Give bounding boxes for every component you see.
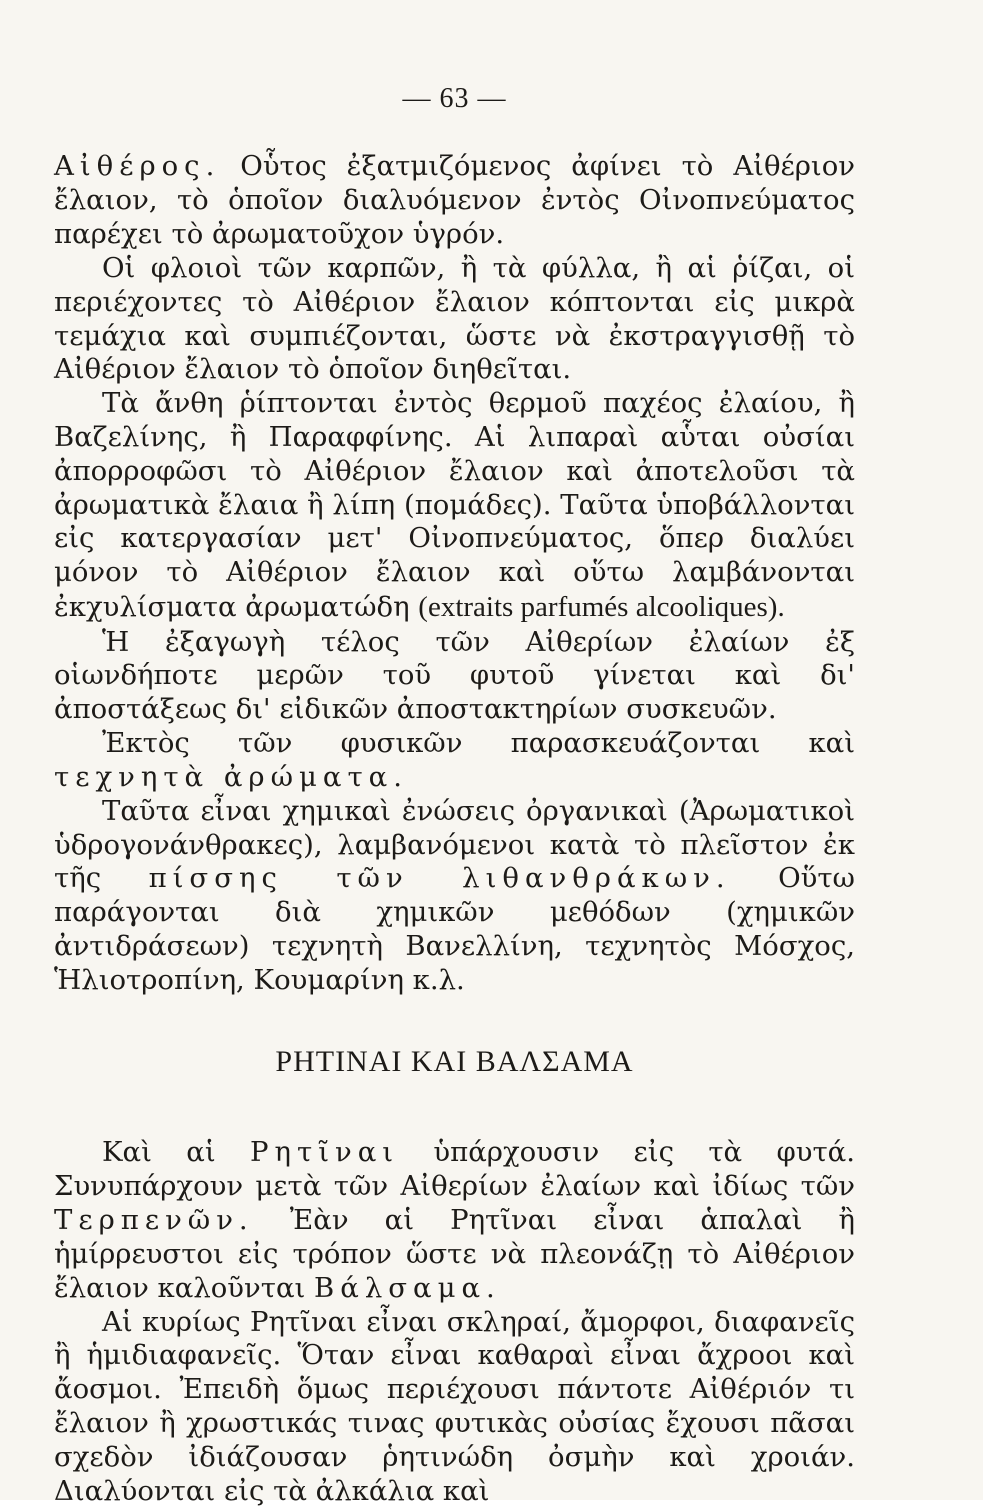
paragraph-pressing: Οἱ φλοιοὶ τῶν καρπῶν, ἢ τὰ φύλλα, ἢ αἱ ῥίζαι, οἱ περιέχοντες τὸ Αἰθέριον ἔλαιον κόπτονται εἰς μικρὰ τεμάχια καὶ συμπιέζονται, ὥστε νὰ ἐκστραγγισθῇ τὸ Αἰθέριον ἔλαιον τὸ ὁποῖον διηθεῖται. (54, 251, 855, 386)
paragraph-aether (54, 150, 855, 251)
term-balsams: Βάλσαμα. (314, 1271, 501, 1304)
paragraph-resin-properties: Αἱ κυρίως Ρητῖναι εἶναι σκληραί, ἄμορφοι, διαφανεῖς ἢ ἡμιδιαφανεῖς. Ὅταν εἶναι καθαραὶ εἶναι ἄχροοι καὶ ἄοσμοι. Ἐπειδὴ ὅμως περιέχουσι πάντοτε Αἰθέριόν τι ἔλαιον ἢ χρωστικάς τινας φυτικὰς οὐσίας ἔχουσι πᾶσαι σχεδὸν ἰδιάζουσαν ῥητινώδη ὀσμὴν καὶ χροιάν. Διαλύονται εἰς τὰ ἀλκάλια καὶ (54, 1305, 855, 1507)
paragraph-resins-text-3: Ἐὰν αἱ Ρητῖναι εἶναι ἁπαλαὶ ἢ ἡμίρρευστοι εἰς τρόπον ὥστε νὰ πλεονάζῃ τὸ Αἰθέριον ἔλαιον καλοῦνται (54, 1204, 855, 1304)
paragraph-resins-text-2: ὑπάρχουσιν εἰς τὰ φυτά. Συνυπάρχουν μετὰ τῶν Αἰθερίων ἐλαίων καὶ ἰδίως τῶν (54, 1136, 855, 1203)
page-number: — 63 — (402, 83, 507, 114)
paragraph-aether-text: Οὗτος ἐξατμιζόμενος ἀφίνει τὸ Αἰθέριον ἔλαιον, τὸ ὁποῖον διαλυόμενον ἐντὸς Οἰνοπνεύματος παρέχει τὸ ἀρωματοῦχον ὑγρόν. (54, 150, 855, 251)
paragraph-resins-text-1: Καὶ αἱ (102, 1136, 250, 1169)
term-resins: Ρητῖναι (250, 1136, 400, 1169)
paragraph-chemical (54, 795, 855, 998)
paragraph-distillation: Ἡ ἐξαγωγὴ τέλος τῶν Αἰθερίων ἐλαίων ἐξ οἱωνδήποτε μερῶν τοῦ φυτοῦ γίνεται καὶ δι' ἀποστάξεως δι' εἰδικῶν ἀποστακτηρίων συσκευῶν. (54, 625, 855, 726)
paragraph-resins (54, 1136, 855, 1305)
paragraph-chemical-text-2: Οὕτω παράγονται διὰ χημικῶν μεθόδων (χημικῶν ἀντιδράσεων) τεχνητὴ Βανελλίνη, τεχνητὸς Μόσχος, Ἡλιοτροπίνη, Κουμαρίνη κ.λ. (54, 862, 855, 996)
term-coal-tar: πίσσης τῶν λιθανθράκων. (148, 862, 731, 895)
term-artificial-aromas: τεχνητὰ ἀρώματα. (54, 760, 408, 793)
term-terpenes: Τερπενῶν. (54, 1204, 254, 1237)
paragraph-artificial-text: Ἐκτὸς τῶν φυσικῶν παρασκευάζονται καὶ (102, 727, 855, 760)
paragraph-artificial (54, 727, 855, 795)
paragraph-chemical-text-1: Ταῦτα εἶναι χημικαὶ ἐνώσεις ὀργανικαὶ (Ἀρωματικοὶ ὑδρογονάνθρακες), λαμβανόμενοι κατὰ τὸ πλεῖστον ἐκ τῆς (54, 794, 855, 895)
paragraph-flowers-text: Τὰ ἄνθη ῥίπτονται ἐντὸς θερμοῦ παχέος ἐλαίου, ἢ Βαζελίνης, ἢ Παραφφίνης. Αἱ λιπαραὶ αὗται οὐσίαι ἀπορροφῶσι τὸ Αἰθέριον ἔλαιον καὶ ἀποτελοῦσι τὰ ἀρωματικὰ ἔλαια ἢ λίπη (πομάδες). Ταῦτα ὑποβάλλονται εἰς κατεργασίαν μετ' Οἰνοπνεύματος, ὅπερ διαλύει μόνον τὸ Αἰθέριον ἔλαιον καὶ οὕτω λαμβάνονται ἐκχυλίσματα ἀρωματώδη (54, 387, 855, 623)
term-aitheros: Αἰθέρος. (54, 150, 221, 183)
paragraph-flowers (54, 387, 855, 626)
french-term: (extraits parfumés alcooliques). (418, 591, 785, 623)
section-heading: ΡΗΤΙΝΑΙ ΚΑΙ ΒΑΛΣΑΜΑ (275, 1044, 634, 1078)
